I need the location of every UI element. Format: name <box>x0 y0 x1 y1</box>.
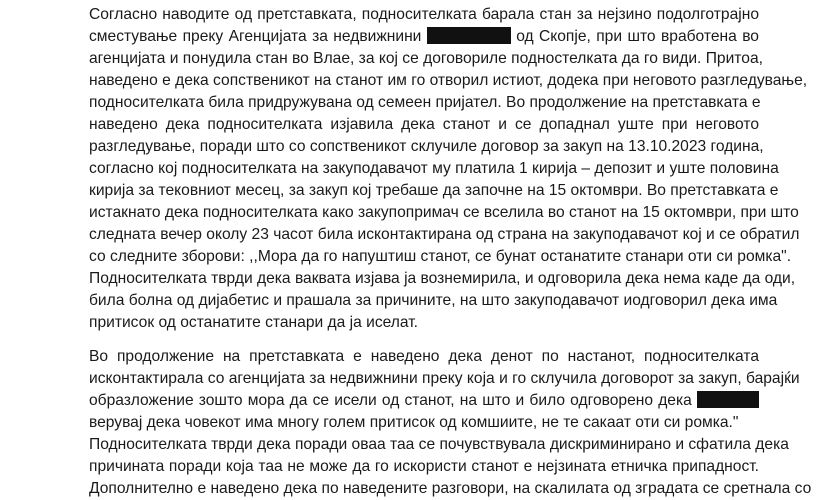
paragraph-1-line-10: истакнато дека подносителката како закупопримач се вселила во станот на 15 октомври, при што <box>89 204 799 221</box>
paragraph-2-line-2: исконтактирала со агенцијата за недвижнини преку која и го склучила договорот за закуп, барајќи <box>89 370 800 387</box>
paragraph-2-line-4: верувај дека човекот има многу голем притисок од комшиите, не те сакаат оти си ромка." <box>89 414 739 431</box>
paragraph-2-line-3 <box>89 390 759 412</box>
paragraph-1-line-15: притисок од останатите станари да ја иселат. <box>89 314 418 331</box>
paragraph-1-line-1: Согласно наводите од претставката, подносителката барала стан за нејзино подолготрајно <box>89 6 759 23</box>
paragraph-1-line-8: согласно кој подносителката на закуподавачот му платила 1 кирија – депозит и уште половина <box>89 160 779 177</box>
paragraph-1-line-3: агенцијата и понудила стан во Влае, за кој се договориле подностелката да го види. Притоа, <box>89 50 763 67</box>
paragraph-1-line-13: Подносителката тврди дека ваквата изјава ја вознемирила, и одговорила дека нема каде да оди, <box>89 270 796 287</box>
redaction-box <box>427 27 511 44</box>
paragraph-2-line-3-text: образложение зошто мора да се исели од станот, на што и било одговорено дека <box>89 392 692 409</box>
paragraph-1-line-7: разгледување, поради што со сопственикот склучиле договор за закуп на 13.10.2023 година, <box>89 138 764 155</box>
paragraph-2-line-5: Подносителката тврди дека поради оваа таа се почувствувала дискриминирано и сфатила дека <box>89 436 789 453</box>
paragraph-1-line-6: наведено дека подносителката изјавила дека станот и се допаднал уште при неговото <box>89 116 759 133</box>
paragraph-1-line-12: со следните зборови: ,,Мора да го напуштиш станот, се бунат останатите станари оти си ромка". <box>89 248 792 265</box>
paragraph-1-line-14: била болна од дијабетис и прашала за причините, на што закуподавачот иодговорил дека има <box>89 292 778 309</box>
paragraph-1-line-9: кирија за тековниот месец, за закуп кој требаше да започне на 15 октомври. Во претставката е <box>89 182 779 199</box>
paragraph-1-line-2-start: сместување преку Агенцијата за недвижнини <box>89 28 422 45</box>
paragraph-1-line-2-end: од Скопје, при што вработена во <box>516 28 759 45</box>
paragraph-2-line-6: причината поради која таа не може да го искористи станот е нејзината етничка припадност. <box>89 458 759 475</box>
paragraph-1-line-5: подносителката била придружувана од семеен пријател. Во продолжение на претставката е <box>89 94 761 111</box>
paragraph-2-line-7: Дополнително е наведено дека по наведените разговори, на скалилата од зградата се сретнала со <box>89 480 812 497</box>
paragraph-1-line-4: наведено е дека сопственикот на станот им го отворил истиот, додека при неговото разгледување, <box>89 72 808 89</box>
paragraph-2-line-1: Во продолжение на претставката е наведено дека денот по настанот, подносителката <box>89 348 759 365</box>
paragraph-1-line-11: следната вечер околу 23 часот била исконтактирана од страна на закуподавачот кој и се обратил <box>89 226 800 243</box>
redaction-box <box>697 391 759 408</box>
paragraph-1-line-2 <box>89 26 759 48</box>
